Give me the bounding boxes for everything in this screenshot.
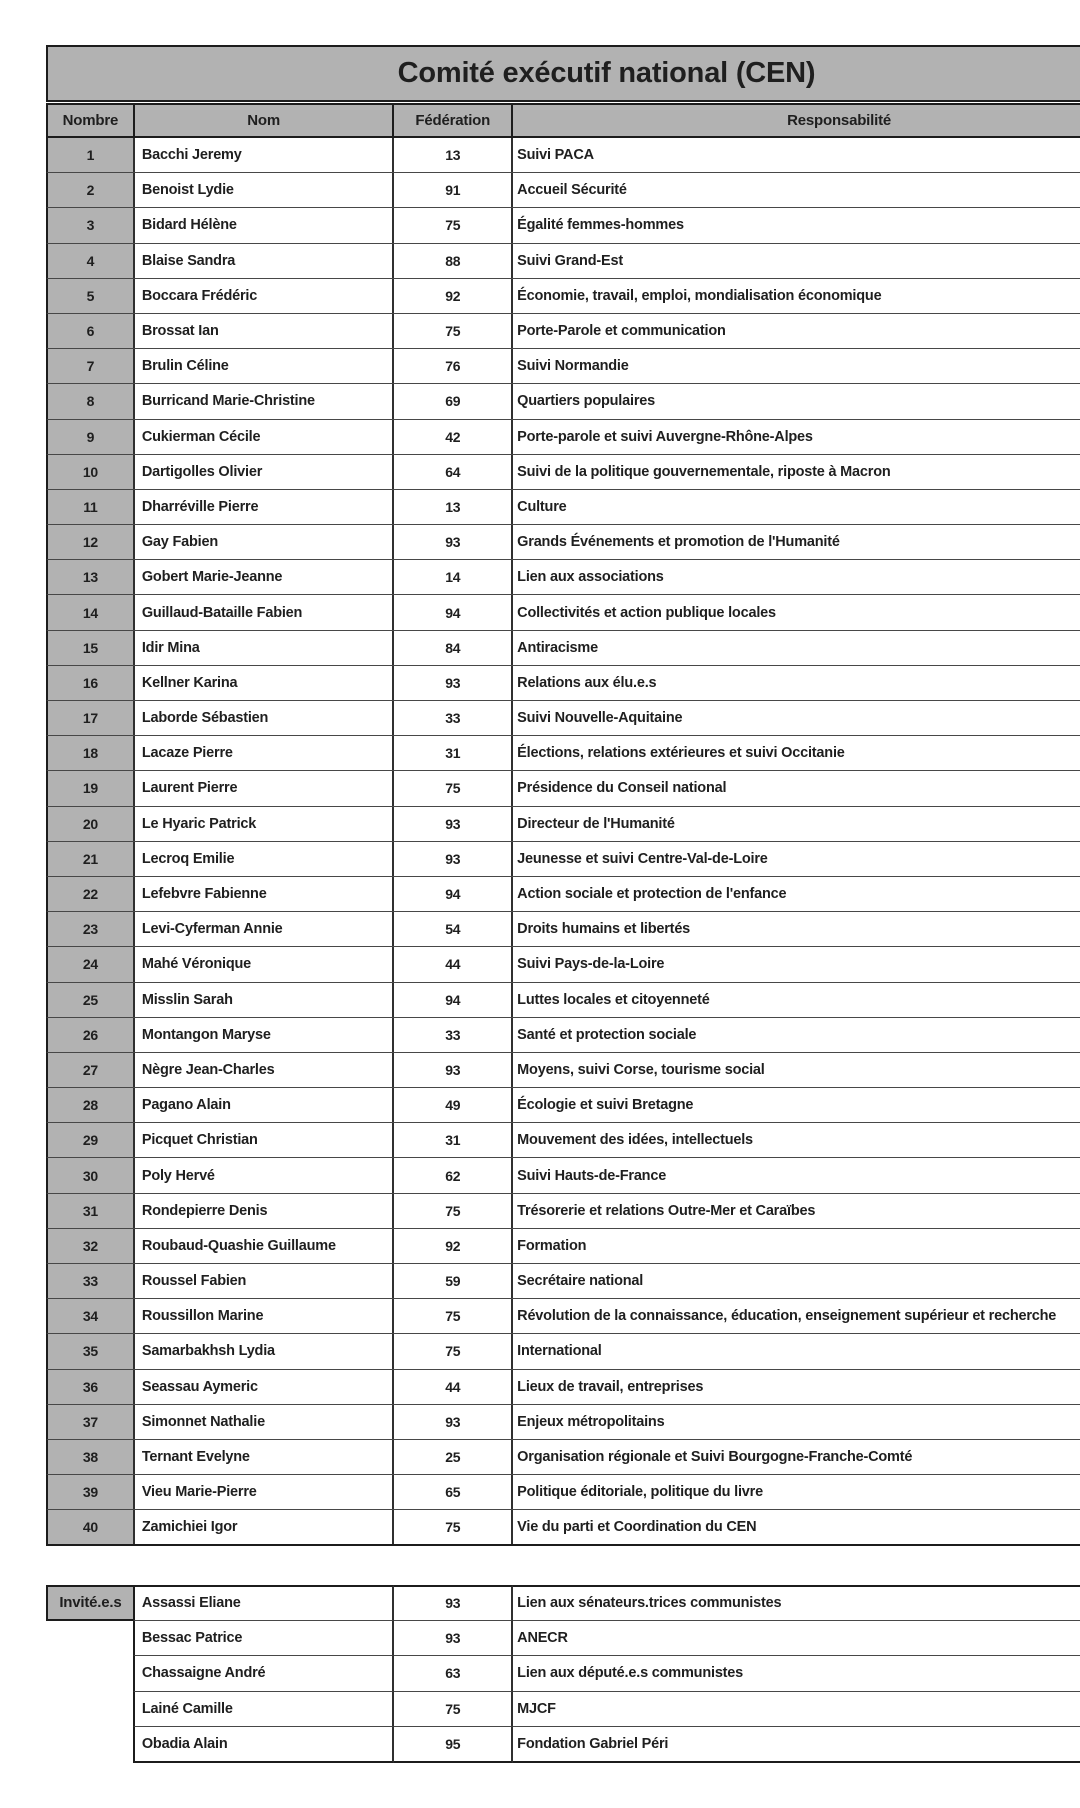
member-row bbox=[46, 947, 1080, 982]
member-number-cell: 10 bbox=[48, 455, 135, 489]
member-number-cell: 12 bbox=[48, 525, 135, 559]
member-federation-cell: 75 bbox=[394, 208, 513, 242]
invite-responsibility-cell: Fondation Gabriel Péri bbox=[513, 1727, 1080, 1763]
member-responsibility-cell: Droits humains et libertés bbox=[517, 921, 691, 938]
member-number-cell: 19 bbox=[48, 771, 135, 805]
member-responsibility-cell: Quartiers populaires bbox=[517, 393, 655, 410]
member-federation-cell: 33 bbox=[394, 1018, 513, 1052]
member-responsibility-cell: Antiracisme bbox=[517, 639, 598, 656]
member-name-cell: Dartigolles Olivier bbox=[135, 455, 395, 489]
invite-federation-cell: 93 bbox=[394, 1621, 513, 1657]
member-row bbox=[46, 1264, 1080, 1299]
column-header-nom: Nom bbox=[135, 103, 395, 138]
member-row bbox=[46, 631, 1080, 666]
member-responsibility-cell: Suivi de la politique gouvernementale, riposte à Macron bbox=[517, 463, 891, 480]
member-row bbox=[46, 983, 1080, 1018]
member-number-cell: 22 bbox=[48, 877, 135, 911]
member-number-cell: 11 bbox=[48, 490, 135, 524]
member-number-cell: 7 bbox=[48, 349, 135, 383]
member-federation-cell: 91 bbox=[394, 173, 513, 207]
member-row bbox=[46, 244, 1080, 279]
member-name-cell: Dharréville Pierre bbox=[135, 490, 395, 524]
member-responsibility-cell: Suivi Pays-de-la-Loire bbox=[517, 956, 665, 973]
member-responsibility-cell: Présidence du Conseil national bbox=[517, 780, 727, 797]
member-name-cell: Bidard Hélène bbox=[135, 208, 395, 242]
member-name-cell: Picquet Christian bbox=[135, 1123, 395, 1157]
member-row bbox=[46, 1510, 1080, 1545]
invite-name-cell: Chassaigne André bbox=[133, 1656, 395, 1692]
member-number-cell: 6 bbox=[48, 314, 135, 348]
member-federation-cell: 25 bbox=[394, 1440, 513, 1474]
member-federation-cell: 75 bbox=[394, 314, 513, 348]
invites-label-spacer bbox=[46, 1621, 133, 1657]
member-responsibility-cell: Action sociale et protection de l'enfance bbox=[517, 886, 787, 903]
member-row bbox=[46, 138, 1080, 173]
member-name-cell: Levi-Cyferman Annie bbox=[135, 912, 395, 946]
member-name-cell: Gobert Marie-Jeanne bbox=[135, 560, 395, 594]
member-row bbox=[46, 1299, 1080, 1334]
member-responsibility-cell: Politique éditoriale, politique du livre bbox=[517, 1484, 763, 1501]
member-responsibility-cell: Suivi Normandie bbox=[517, 358, 629, 375]
member-responsibility-cell: Relations aux élu.e.s bbox=[517, 674, 657, 691]
member-name-cell: Simonnet Nathalie bbox=[135, 1405, 395, 1439]
member-federation-cell: 64 bbox=[394, 455, 513, 489]
member-responsibility-cell: Économie, travail, emploi, mondialisation économique bbox=[517, 287, 882, 304]
invite-row bbox=[46, 1656, 1080, 1692]
member-responsibility-cell: Porte-parole et suivi Auvergne-Rhône-Alpes bbox=[517, 428, 813, 445]
member-row bbox=[46, 349, 1080, 384]
invite-federation-cell: 63 bbox=[394, 1656, 513, 1692]
member-federation-cell: 65 bbox=[394, 1475, 513, 1509]
member-responsibility-cell: Enjeux métropolitains bbox=[517, 1413, 665, 1430]
member-name-cell: Laurent Pierre bbox=[135, 771, 395, 805]
member-number-cell: 24 bbox=[48, 947, 135, 981]
member-number-cell: 33 bbox=[48, 1264, 135, 1298]
member-responsibility-cell: Directeur de l'Humanité bbox=[517, 815, 675, 832]
member-responsibility-cell: Écologie et suivi Bretagne bbox=[517, 1097, 694, 1114]
invite-row bbox=[46, 1621, 1080, 1657]
member-row bbox=[46, 1475, 1080, 1510]
member-federation-cell: 93 bbox=[394, 525, 513, 559]
member-row bbox=[46, 560, 1080, 595]
member-name-cell: Seassau Aymeric bbox=[135, 1370, 395, 1404]
member-name-cell: Misslin Sarah bbox=[135, 983, 395, 1017]
member-number-cell: 39 bbox=[48, 1475, 135, 1509]
member-federation-cell: 13 bbox=[394, 138, 513, 172]
member-row bbox=[46, 1334, 1080, 1369]
member-row bbox=[46, 1088, 1080, 1123]
invites-table bbox=[46, 1585, 1080, 1763]
member-federation-cell: 59 bbox=[394, 1264, 513, 1298]
member-federation-cell: 88 bbox=[394, 244, 513, 278]
member-federation-cell: 14 bbox=[394, 560, 513, 594]
member-federation-cell: 93 bbox=[394, 1053, 513, 1087]
member-name-cell: Zamichiei Igor bbox=[135, 1510, 395, 1543]
member-federation-cell: 93 bbox=[394, 842, 513, 876]
member-number-cell: 25 bbox=[48, 983, 135, 1017]
member-number-cell: 5 bbox=[48, 279, 135, 313]
member-name-cell: Le Hyaric Patrick bbox=[135, 807, 395, 841]
member-name-cell: Guillaud-Bataille Fabien bbox=[135, 595, 395, 629]
member-federation-cell: 75 bbox=[394, 1334, 513, 1368]
member-federation-cell: 42 bbox=[394, 420, 513, 454]
member-number-cell: 28 bbox=[48, 1088, 135, 1122]
member-name-cell: Rondepierre Denis bbox=[135, 1194, 395, 1228]
member-row bbox=[46, 771, 1080, 806]
invite-federation-cell: 95 bbox=[394, 1727, 513, 1763]
member-federation-cell: 62 bbox=[394, 1158, 513, 1192]
member-federation-cell: 92 bbox=[394, 1229, 513, 1263]
member-federation-cell: 49 bbox=[394, 1088, 513, 1122]
member-responsibility-cell: Formation bbox=[517, 1237, 587, 1254]
member-federation-cell: 94 bbox=[394, 595, 513, 629]
member-number-cell: 9 bbox=[48, 420, 135, 454]
member-number-cell: 16 bbox=[48, 666, 135, 700]
member-responsibility-cell: Lieux de travail, entreprises bbox=[517, 1378, 704, 1395]
member-responsibility-cell: Collectivités et action publique locales bbox=[517, 604, 776, 621]
member-row bbox=[46, 490, 1080, 525]
member-row bbox=[46, 1158, 1080, 1193]
invites-label-spacer bbox=[46, 1692, 133, 1728]
member-number-cell: 3 bbox=[48, 208, 135, 242]
invite-responsibility-cell: MJCF bbox=[513, 1692, 1080, 1728]
member-row bbox=[46, 208, 1080, 243]
member-federation-cell: 76 bbox=[394, 349, 513, 383]
column-header-responsabilite: Responsabilité bbox=[513, 103, 1080, 138]
member-federation-cell: 75 bbox=[394, 771, 513, 805]
member-responsibility-cell: Grands Événements et promotion de l'Humanité bbox=[517, 534, 840, 551]
member-name-cell: Nègre Jean-Charles bbox=[135, 1053, 395, 1087]
member-number-cell: 13 bbox=[48, 560, 135, 594]
member-responsibility-cell: Vie du parti et Coordination du CEN bbox=[517, 1518, 757, 1535]
member-federation-cell: 33 bbox=[394, 701, 513, 735]
invite-responsibility-cell: Lien aux député.e.s communistes bbox=[513, 1656, 1080, 1692]
member-responsibility-cell: Suivi Hauts-de-France bbox=[517, 1167, 667, 1184]
invites-label-spacer bbox=[46, 1656, 133, 1692]
member-number-cell: 38 bbox=[48, 1440, 135, 1474]
member-number-cell: 21 bbox=[48, 842, 135, 876]
member-row bbox=[46, 420, 1080, 455]
invite-rows-container bbox=[46, 1585, 1080, 1763]
member-name-cell: Lacaze Pierre bbox=[135, 736, 395, 770]
member-name-cell: Roubaud-Quashie Guillaume bbox=[135, 1229, 395, 1263]
member-number-cell: 1 bbox=[48, 138, 135, 172]
member-name-cell: Samarbakhsh Lydia bbox=[135, 1334, 395, 1368]
member-federation-cell: 75 bbox=[394, 1299, 513, 1333]
member-row bbox=[46, 1370, 1080, 1405]
member-number-cell: 23 bbox=[48, 912, 135, 946]
invite-row bbox=[46, 1727, 1080, 1763]
cen-table bbox=[46, 45, 1080, 1546]
column-header-nombre: Nombre bbox=[48, 103, 135, 138]
member-responsibility-cell: Organisation régionale et Suivi Bourgogne-Franche-Comté bbox=[517, 1449, 913, 1466]
member-number-cell: 27 bbox=[48, 1053, 135, 1087]
member-responsibility-cell: Révolution de la connaissance, éducation, enseignement supérieur et recherche bbox=[517, 1308, 1057, 1325]
invite-name-cell: Lainé Camille bbox=[133, 1692, 395, 1728]
member-name-cell: Lefebvre Fabienne bbox=[135, 877, 395, 911]
member-row bbox=[46, 279, 1080, 314]
member-name-cell: Brulin Céline bbox=[135, 349, 395, 383]
member-name-cell: Benoist Lydie bbox=[135, 173, 395, 207]
member-row bbox=[46, 1123, 1080, 1158]
member-name-cell: Bacchi Jeremy bbox=[135, 138, 395, 172]
member-federation-cell: 44 bbox=[394, 1370, 513, 1404]
member-row bbox=[46, 842, 1080, 877]
member-name-cell: Roussel Fabien bbox=[135, 1264, 395, 1298]
invite-row bbox=[46, 1585, 1080, 1621]
member-responsibility-cell: Égalité femmes-hommes bbox=[517, 217, 684, 234]
member-responsibility-cell: Moyens, suivi Corse, tourisme social bbox=[517, 1061, 765, 1078]
invites-label: Invité.e.s bbox=[46, 1585, 133, 1621]
member-federation-cell: 44 bbox=[394, 947, 513, 981]
member-responsibility-cell: Suivi Nouvelle-Aquitaine bbox=[517, 710, 683, 727]
member-responsibility-cell: Suivi PACA bbox=[517, 147, 594, 164]
member-row bbox=[46, 173, 1080, 208]
member-federation-cell: 31 bbox=[394, 1123, 513, 1157]
member-number-cell: 35 bbox=[48, 1334, 135, 1368]
member-number-cell: 29 bbox=[48, 1123, 135, 1157]
table-title: Comité exécutif national (CEN) bbox=[46, 45, 1080, 102]
member-name-cell: Vieu Marie-Pierre bbox=[135, 1475, 395, 1509]
member-name-cell: Montangon Maryse bbox=[135, 1018, 395, 1052]
invite-federation-cell: 93 bbox=[394, 1585, 513, 1621]
member-row bbox=[46, 912, 1080, 947]
member-federation-cell: 69 bbox=[394, 384, 513, 418]
member-name-cell: Poly Hervé bbox=[135, 1158, 395, 1192]
member-row bbox=[46, 384, 1080, 419]
member-responsibility-cell: Culture bbox=[517, 498, 567, 515]
member-row bbox=[46, 1194, 1080, 1229]
member-responsibility-cell: Secrétaire national bbox=[517, 1273, 644, 1290]
invite-name-cell: Assassi Eliane bbox=[133, 1585, 395, 1621]
member-rows-container bbox=[46, 138, 1080, 1546]
invite-federation-cell: 75 bbox=[394, 1692, 513, 1728]
member-responsibility-cell: Accueil Sécurité bbox=[517, 182, 627, 199]
member-number-cell: 14 bbox=[48, 595, 135, 629]
member-number-cell: 37 bbox=[48, 1405, 135, 1439]
column-header-federation: Fédération bbox=[394, 103, 513, 138]
member-federation-cell: 93 bbox=[394, 807, 513, 841]
member-number-cell: 8 bbox=[48, 384, 135, 418]
member-number-cell: 2 bbox=[48, 173, 135, 207]
member-name-cell: Gay Fabien bbox=[135, 525, 395, 559]
member-row bbox=[46, 1053, 1080, 1088]
member-responsibility-cell: Élections, relations extérieures et suivi Occitanie bbox=[517, 745, 845, 762]
member-row bbox=[46, 1440, 1080, 1475]
member-number-cell: 4 bbox=[48, 244, 135, 278]
member-number-cell: 17 bbox=[48, 701, 135, 735]
member-responsibility-cell: Trésorerie et relations Outre-Mer et Caraïbes bbox=[517, 1202, 816, 1219]
member-number-cell: 40 bbox=[48, 1510, 135, 1543]
member-row bbox=[46, 1229, 1080, 1264]
member-number-cell: 31 bbox=[48, 1194, 135, 1228]
member-row bbox=[46, 595, 1080, 630]
member-federation-cell: 31 bbox=[394, 736, 513, 770]
member-row bbox=[46, 807, 1080, 842]
member-name-cell: Roussillon Marine bbox=[135, 1299, 395, 1333]
member-name-cell: Pagano Alain bbox=[135, 1088, 395, 1122]
member-responsibility-cell: Luttes locales et citoyenneté bbox=[517, 991, 710, 1008]
member-responsibility-cell: Porte-Parole et communication bbox=[517, 323, 726, 340]
member-name-cell: Blaise Sandra bbox=[135, 244, 395, 278]
member-number-cell: 18 bbox=[48, 736, 135, 770]
member-row bbox=[46, 455, 1080, 490]
member-federation-cell: 94 bbox=[394, 877, 513, 911]
member-row bbox=[46, 877, 1080, 912]
invite-name-cell: Bessac Patrice bbox=[133, 1621, 395, 1657]
invite-responsibility-cell: ANECR bbox=[513, 1621, 1080, 1657]
member-name-cell: Burricand Marie-Christine bbox=[135, 384, 395, 418]
member-federation-cell: 84 bbox=[394, 631, 513, 665]
invite-name-cell: Obadia Alain bbox=[133, 1727, 395, 1763]
member-federation-cell: 94 bbox=[394, 983, 513, 1017]
member-responsibility-cell: Suivi Grand-Est bbox=[517, 252, 623, 269]
member-row bbox=[46, 666, 1080, 701]
member-number-cell: 20 bbox=[48, 807, 135, 841]
member-name-cell: Idir Mina bbox=[135, 631, 395, 665]
invite-responsibility-cell: Lien aux sénateurs.trices communistes bbox=[513, 1585, 1080, 1621]
member-row bbox=[46, 1018, 1080, 1053]
invite-row bbox=[46, 1692, 1080, 1728]
member-name-cell: Lecroq Emilie bbox=[135, 842, 395, 876]
member-row bbox=[46, 701, 1080, 736]
member-row bbox=[46, 1405, 1080, 1440]
member-responsibility-cell: Mouvement des idées, intellectuels bbox=[517, 1132, 753, 1149]
member-federation-cell: 93 bbox=[394, 666, 513, 700]
member-name-cell: Boccara Frédéric bbox=[135, 279, 395, 313]
member-name-cell: Cukierman Cécile bbox=[135, 420, 395, 454]
member-number-cell: 32 bbox=[48, 1229, 135, 1263]
member-number-cell: 15 bbox=[48, 631, 135, 665]
member-responsibility-cell: Lien aux associations bbox=[517, 569, 664, 586]
table-header-row bbox=[46, 103, 1080, 138]
member-name-cell: Mahé Véronique bbox=[135, 947, 395, 981]
member-responsibility-cell: International bbox=[517, 1343, 602, 1360]
member-number-cell: 26 bbox=[48, 1018, 135, 1052]
invites-label-spacer bbox=[46, 1727, 133, 1763]
member-name-cell: Kellner Karina bbox=[135, 666, 395, 700]
member-federation-cell: 93 bbox=[394, 1405, 513, 1439]
member-row bbox=[46, 525, 1080, 560]
member-federation-cell: 13 bbox=[394, 490, 513, 524]
member-number-cell: 30 bbox=[48, 1158, 135, 1192]
member-responsibility-cell: Jeunesse et suivi Centre-Val-de-Loire bbox=[517, 850, 768, 867]
member-federation-cell: 75 bbox=[394, 1194, 513, 1228]
member-federation-cell: 54 bbox=[394, 912, 513, 946]
member-name-cell: Laborde Sébastien bbox=[135, 701, 395, 735]
member-federation-cell: 75 bbox=[394, 1510, 513, 1543]
member-row bbox=[46, 736, 1080, 771]
member-federation-cell: 92 bbox=[394, 279, 513, 313]
member-number-cell: 36 bbox=[48, 1370, 135, 1404]
member-responsibility-cell: Santé et protection sociale bbox=[517, 1026, 697, 1043]
member-row bbox=[46, 314, 1080, 349]
member-name-cell: Ternant Evelyne bbox=[135, 1440, 395, 1474]
member-number-cell: 34 bbox=[48, 1299, 135, 1333]
member-name-cell: Brossat Ian bbox=[135, 314, 395, 348]
